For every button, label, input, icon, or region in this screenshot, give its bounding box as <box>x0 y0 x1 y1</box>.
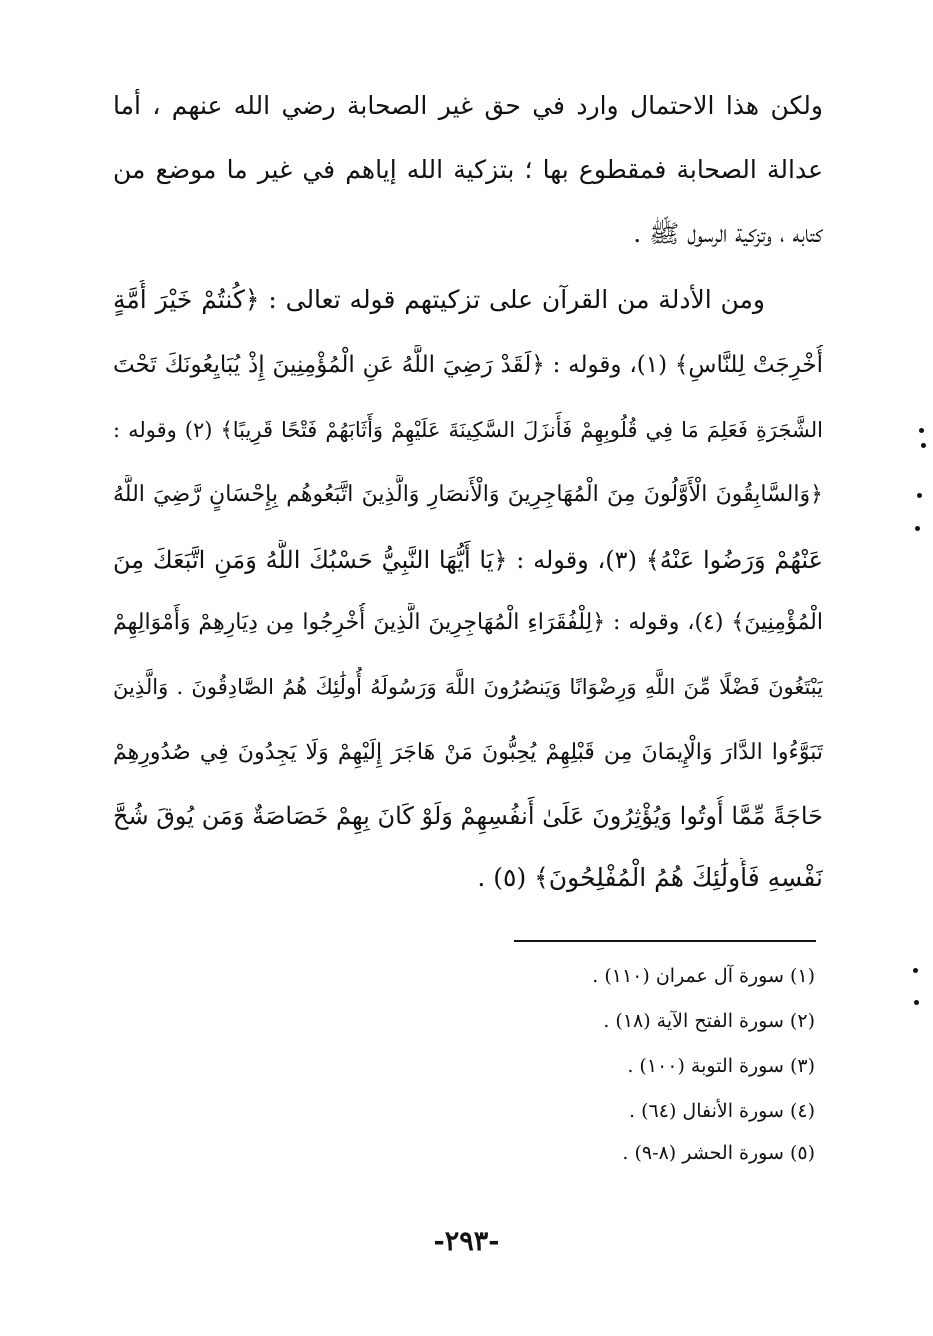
footnote-5: (٥) سورة الحشر (٨-٩) . <box>622 1142 815 1164</box>
body-line-9: الْمُؤْمِنِينَ﴾ (٤)، وقوله : ﴿لِلْفُقَرَاءِ الْمُهَاجِرِينَ الَّذِينَ أُخْرِجُوا مِن دِيَارِهِمْ وَأَمْوَالِهِمْ <box>113 610 823 635</box>
scan-speck <box>915 526 920 531</box>
body-line-13: نَفْسِهِ فَأُولَٰئِكَ هُمُ الْمُفْلِحُونَ﴾ (٥) . <box>477 863 823 892</box>
body-line-8: عَنْهُمْ وَرَضُوا عَنْهُ﴾ (٣)، وقوله : ﴿يَا أَيُّهَا النَّبِيُّ حَسْبُكَ اللَّهُ وَمَنِ اتَّبَعَكَ مِنَ <box>113 546 823 574</box>
body-line-12: حَاجَةً مِّمَّا أُوتُوا وَيُؤْثِرُونَ عَلَىٰ أَنفُسِهِمْ وَلَوْ كَانَ بِهِمْ خَصَاصَةٌ وَمَن يُوقَ شُحَّ <box>113 802 823 830</box>
body-line-4: ومن الأدلة من القرآن على تزكيتهم قوله تعالى : ﴿كُنتُمْ خَيْرَ أُمَّةٍ <box>113 285 765 314</box>
body-line-7: ﴿وَالسَّابِقُونَ الْأَوَّلُونَ مِنَ الْمُهَاجِرِينَ وَالْأَنصَارِ وَالَّذِينَ اتَّبَعُوهُم بِإِحْسَانٍ رَّضِيَ اللَّهُ <box>113 482 823 507</box>
scan-speck <box>913 968 918 973</box>
footnote-4: (٤) سورة الأنفال (٦٤) . <box>629 1100 815 1122</box>
body-line-11: تَبَوَّءُوا الدَّارَ وَالْإِيمَانَ مِن قَبْلِهِمْ يُحِبُّونَ مَنْ هَاجَرَ إِلَيْهِمْ وَلَا يَجِدُونَ فِي صُدُورِهِمْ <box>113 740 823 765</box>
body-line-6: الشَّجَرَةِ فَعَلِمَ مَا فِي قُلُوبِهِمْ فَأَنزَلَ السَّكِينَةَ عَلَيْهِمْ وَأَثَابَهُمْ فَتْحًا قَرِيبًا﴾ (٢) وقوله : <box>113 418 823 442</box>
body-line-1: ولكن هذا الاحتمال وارد في حق غير الصحابة رضي الله عنهم ، أما <box>113 91 823 120</box>
footnote-separator <box>514 940 816 942</box>
body-line-10: يَبْتَغُونَ فَضْلًا مِّنَ اللَّهِ وَرِضْوَانًا وَيَنصُرُونَ اللَّهَ وَرَسُولَهُ أُولَٰئِكَ هُمُ الصَّادِقُونَ . وَالَّذِينَ <box>113 675 823 699</box>
body-line-2: عدالة الصحابة فمقطوع بها ؛ بتزكية الله إياهم في غير ما موضع من <box>113 155 823 184</box>
footnote-3: (٣) سورة التوبة (١٠٠) . <box>627 1055 815 1077</box>
body-line-3: كتابه ، وتزكية الرسول ﷺ . <box>633 219 823 248</box>
scan-speck <box>919 428 924 433</box>
page-number: -٢٩٣- <box>433 1226 500 1257</box>
footnote-2: (٢) سورة الفتح الآية (١٨) . <box>603 1010 815 1032</box>
scan-speck <box>921 443 926 448</box>
scan-speck <box>917 493 922 498</box>
body-line-5: أُخْرِجَتْ لِلنَّاسِ﴾ (١)، وقوله : ﴿لَقَدْ رَضِيَ اللَّهُ عَنِ الْمُؤْمِنِينَ إِذْ يُبَايِعُونَكَ تَحْتَ <box>113 352 823 378</box>
footnote-1: (١) سورة آل عمران (١١٠) . <box>592 965 815 987</box>
scan-speck <box>914 1000 919 1005</box>
